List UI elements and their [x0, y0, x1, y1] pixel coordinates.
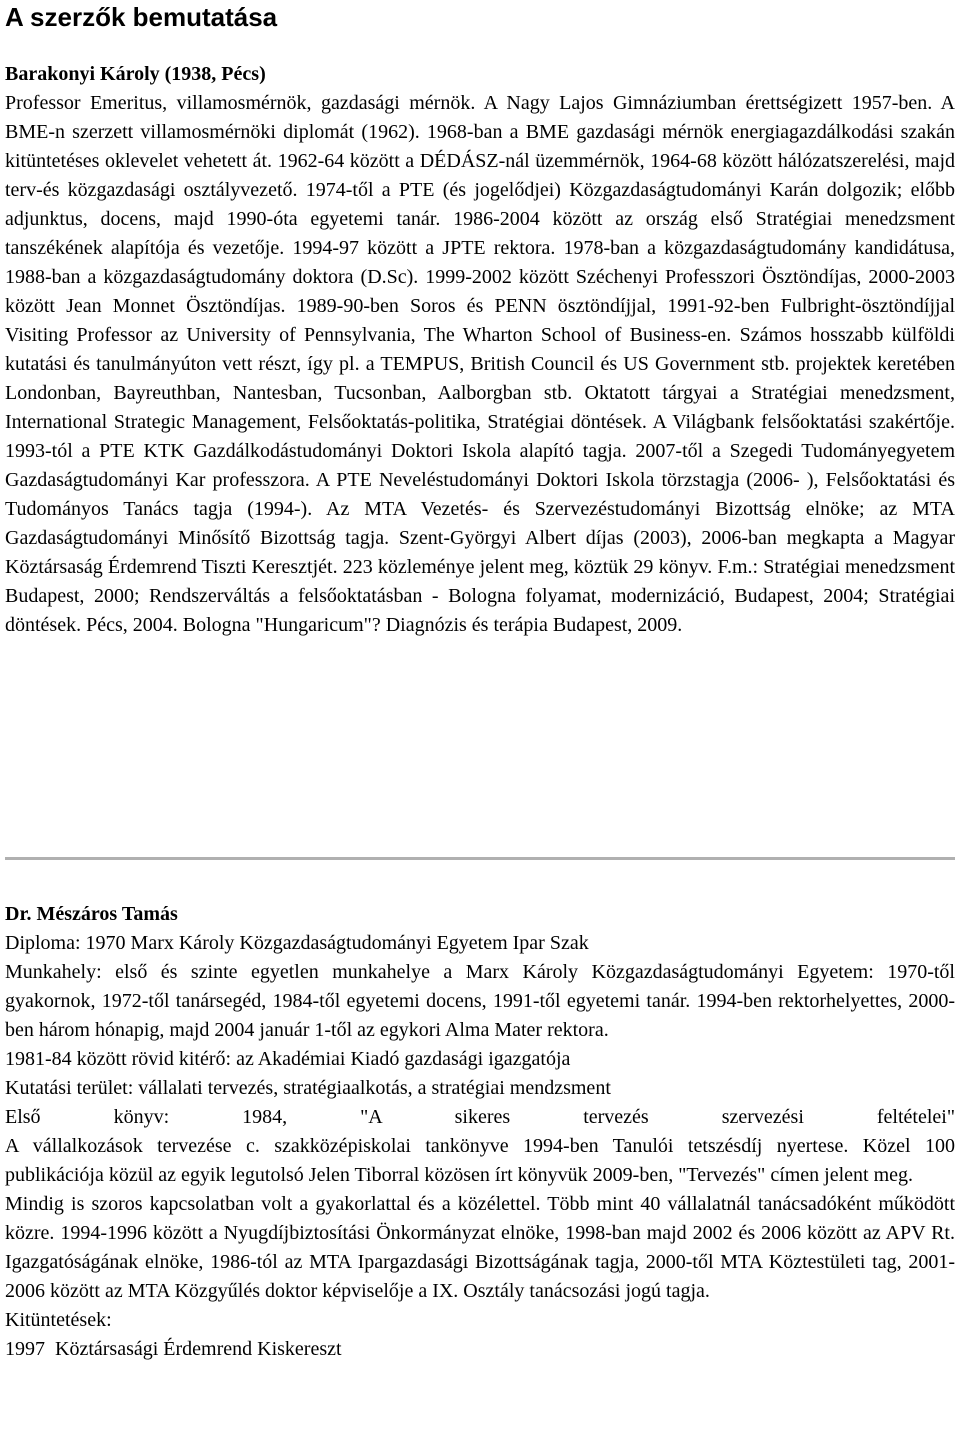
author-name: Barakonyi Károly (1938, Pécs) [5, 63, 266, 85]
author-bio: Professor Emeritus, villamosmérnök, gazdasági mérnök. A Nagy Lajos Gimnáziumban érettségizett 1957-ben. A BME-n szerzett villamosmérnöki diplomát (1962). 1968-ban a BME gazdasági mérnök energiagazdálkodási szakán kitüntetéses oklevelet vehetett át. 1962-64 között a DÉDÁSZ-nál üzemmérnök, 1964-68 között hálózatszerelési, majd terv-és közgazdasági osztályvezető. 1974-től a PTE (és jogelődjei) Közgazdaságtudományi Karán dolgozik; előbb adjunktus, docens, majd 1990-óta egyetemi tanár. 1986-2004 között az ország első Stratégiai menedzsment tanszékének alapítója és vezetője. 1994-97 között a JPTE rektora. 1978-ban a közgazdaságtudomány kandidátusa, 1988-ban a közgazdaságtudomány doktora (D.Sc). 1999-2002 között Széchenyi Professzori Ösztöndíjas, 2000-2003 között Jean Monnet Ösztöndíjas. 1989-90-ben Soros és PENN ösztöndíjjal, 1991-92-ben Fulbright-ösztöndíjjal Visiting Professor az University of Pennsylvania, The Wharton School of Business-en. Számos hosszabb külföldi kutatási és tanulmányúton vett részt, így pl. a TEMPUS, British Council és US Government stb. projektek keretében Londonban, Bayreuthban, Nantesban, Tucsonban, Aalborgban stb. Oktatott tárgyai a Stratégiai menedzsment, International Strategic Management, Felsőoktatás-politika, Stratégiai döntések. A Világbank felsőoktatási szakértője. 1993-tól a PTE KTK Gazdálkodástudományi Doktori Iskola alapító tagja. 2007-től a Szegedi Tudományegyetem Gazdaságtudományi Kar professzora. A PTE Neveléstudományi Doktori Iskola törzstagja (2006- ), Felsőoktatási és Tudományos Tanács tagja (1994-). Az MTA Vezetés- és Szervezéstudományi Bizottság elnöke; az MTA Gazdaságtudományi Minősítő Bizottság tagja. Szent-Györgyi Albert díjas (2003), 2006-ban megkapta a Magyar Köztársaság Érdemrend Tiszti Keresztjét. 223 közleménye jelent meg, köztük 29 könyv. F.m.: Stratégiai menedzsment Budapest, 2000; Rendszerváltás a felsőoktatásban - Bologna folyamat, modernizáció, Budapest, 2004; Stratégiai döntések. Pécs, 2004. Bologna "Hungaricum"? Diagnózis és terápia Budapest, 2009. [5, 92, 955, 636]
document-page [5, 0, 955, 1360]
award-item: 1997 Köztársasági Érdemrend Kiskereszt [5, 1338, 342, 1360]
author-name: Dr. Mészáros Tamás [5, 903, 178, 925]
practice-paragraph: Mindig is szoros kapcsolatban volt a gyakorlattal és a közélettel. Több mint 40 vállalatnál tanácsadóként működött közre. 1994-1996 között a Nyugdíjbiztosítási Önkormányzat elnöke, 1998-ban majd 2002 és 2006 között az APV Rt. Igazgatóságának elnöke, 1986-tól az MTA Ipargazdasági Bizottságának tagja, 2000-től MTA Köztestületi tag, 2001-2006 között az MTA Közgyűlés doktor képviselője a IX. Osztály tanácsozási jogú tagja. [5, 1193, 955, 1302]
awards-label: Kitüntetések: [5, 1309, 112, 1331]
page-title: A szerzők bemutatása [5, 2, 278, 32]
research-line: Kutatási terület: vállalati tervezés, stratégiaalkotás, a stratégiai mendzsment [5, 1077, 611, 1099]
first-book-continuation: A vállalkozások tervezése c. szakközépiskolai tankönyve 1994-ben Tanulói tetszésdíj nyertese. Közel 100 publikációja közül az egyik legutolsó Jelen Tiborral közösen írt könyvük 2009-ben, "Tervezés" címen jelent meg. [5, 1135, 955, 1186]
akademiai-line: 1981-84 között rövid kitérő: az Akadémiai Kiadó gazdasági igazgatója [5, 1048, 571, 1070]
workplace-paragraph: Munkahely: első és szinte egyetlen munkahelye a Marx Károly Közgazdaságtudományi Egyetem: 1970-től gyakornok, 1972-től tanársegéd, 1984-től egyetemi docens, 1991-től egyetemi tanár. 1994-ben rektorhelyettes, 2000-ben három hónapig, majd 2004 január 1-től az egykori Alma Mater rektora. [5, 961, 955, 1041]
author-section-meszaros [5, 900, 955, 1364]
diploma-line: Diploma: 1970 Marx Károly Közgazdaságtudományi Egyetem Ipar Szak [5, 932, 589, 954]
first-book-line: Első könyv: 1984, "A sikeres tervezés szervezési feltételei" [5, 1106, 955, 1128]
section-divider [5, 857, 955, 860]
author-section-barakonyi [5, 60, 955, 640]
